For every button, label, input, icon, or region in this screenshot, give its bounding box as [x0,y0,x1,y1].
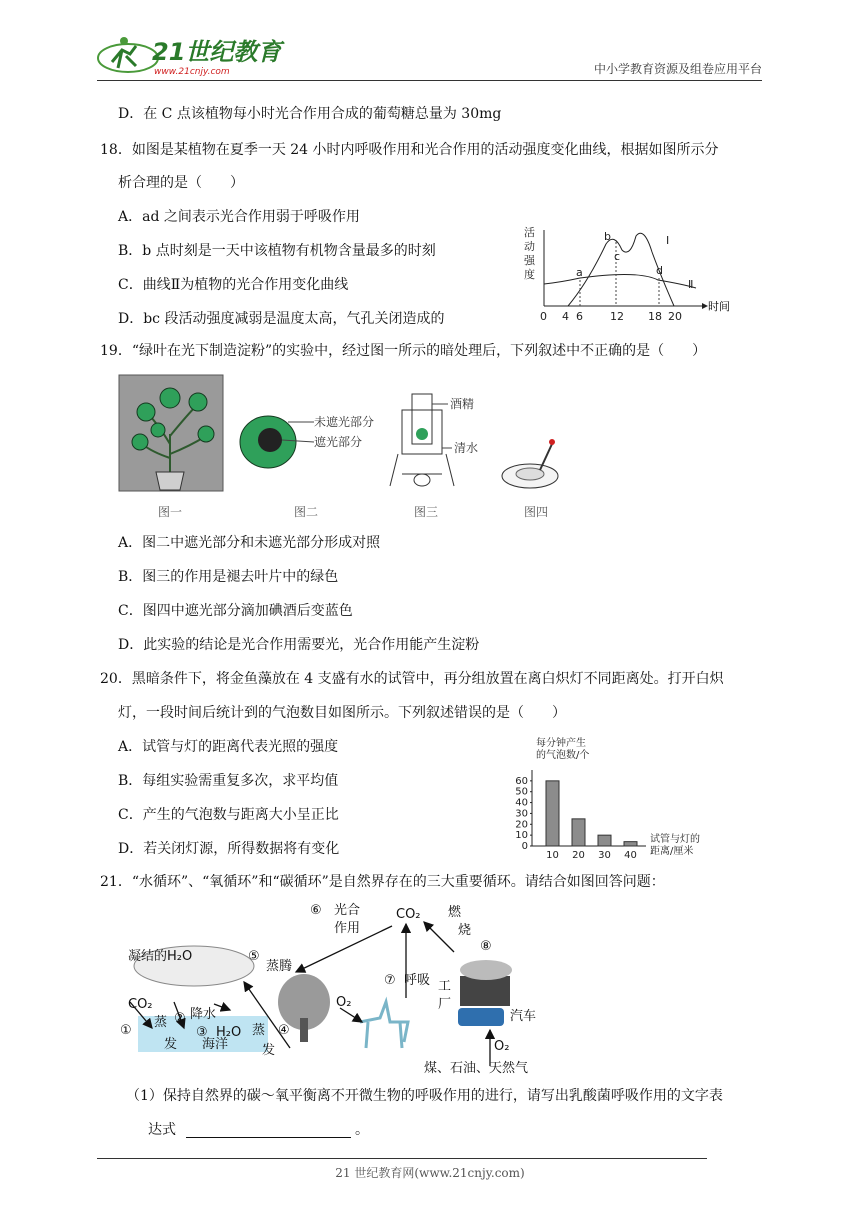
q20-option-b: B．每组实验需重复多次，求平均值 [118,773,339,789]
label-condensed: 凝结的H₂O [128,949,193,964]
q18-ylabel-2: 动 [524,240,535,253]
q20-ytick-10: 10 [515,830,528,842]
q20-option-a: A．试管与灯的距离代表光照的强度 [118,739,339,755]
q20-xtick-40: 40 [624,850,637,861]
circle-4: ④ [278,1023,290,1038]
header-logo [96,32,282,78]
label-photo2: 作用 [334,921,361,936]
label-car: 汽车 [510,1009,537,1024]
q21-sub1-line1: （1）保持自然界的碳～氧平衡离不开微生物的呼吸作用的进行，请写出乳酸菌呼吸作用的文字表 [126,1088,723,1104]
q18-stem-2: 析合理的是（ ） [118,175,244,191]
q21-sub1-line2 [148,1120,369,1140]
footer-text: 21 世纪教育网(www.21cnjy.com) [335,1166,525,1180]
q20-xlabel-1: 试管与灯的 [650,834,700,845]
fig3-label-water: 清水 [454,441,479,455]
q18-point-d: d [656,264,663,277]
fig3-stand-icon [390,454,454,486]
label-burn2: 烧 [458,923,472,938]
q18-tick-20: 20 [668,310,682,323]
q20-bubble-chart [508,734,708,862]
q20-ytick-30: 30 [515,808,528,820]
q20-option-d: D．若关闭灯源，所得数据将有变化 [118,841,340,857]
label-factory2: 厂 [438,997,452,1012]
q18-tick-12: 12 [610,310,624,323]
caption-fig2: 图二 [294,505,319,519]
label-burn1: 燃 [448,905,462,920]
label-fuels: 煤、石油、天然气 [424,1061,529,1076]
q21-sub1-suffix: 。 [355,1122,369,1138]
q18-point-b: b [604,230,611,243]
q20-xtick-30: 30 [598,850,611,861]
circle-5: ⑤ [248,949,260,964]
deer-icon [360,1002,408,1048]
header-right-text: 中小学教育资源及组卷应用平台 [593,62,762,76]
q18-xlabel: 时间 [708,300,730,313]
q18-tick-18: 18 [648,310,662,323]
label-evap4: 发 [262,1043,276,1058]
fig3-lamp-icon [414,474,430,486]
q18-point-a: a [576,266,583,279]
q20-ytick-60: 60 [515,775,528,787]
answer-blank[interactable] [186,1123,351,1138]
q20-xlabel-2: 距离/厘米 [650,846,694,857]
circle-2: ② [174,1011,186,1026]
circle-1: ① [120,1023,132,1038]
q19-option-a: A．图二中遮光部分和未遮光部分形成对照 [118,535,381,551]
label-h2o: H₂O [216,1025,242,1040]
footer-divider [97,1158,707,1159]
q20-ylabel-1: 每分钟产生 [536,738,586,749]
q18-curve-2 [544,274,696,288]
q20-bar-40 [624,842,637,846]
q18-point-c: c [614,250,621,263]
q18-curve1-label: Ⅰ [666,234,670,247]
q18-option-a: A．ad 之间表示光合作用弱于呼吸作用 [118,209,360,225]
q20-ylabel-2: 的气泡数/个 [536,750,590,761]
label-co2-top: CO₂ [396,907,421,922]
label-o2-mid: O₂ [336,995,352,1010]
q20-stem-1: 20．黑暗条件下，将金鱼藻放在 4 支盛有水的试管中，再分组放置在离白炽灯不同距离处。打开白炽 [100,671,724,687]
circle-8: ⑧ [480,939,492,954]
label-photo: 光合 [334,903,361,918]
fig1-pot-icon [156,472,184,490]
q19-figures [118,374,578,524]
q19-stem: 19．“绿叶在光下制造淀粉”的实验中，经过图一所示的暗处理后，下列叙述中不正确的是（ ） [100,343,707,359]
caption-fig4: 图四 [524,505,549,519]
q18-tick-6: 6 [576,310,583,323]
label-co2-left: CO₂ [128,997,153,1012]
q20-option-c: C．产生的气泡数与距离大小呈正比 [118,807,339,823]
label-evap3: 蒸 [252,1023,266,1038]
label-ocean: 海洋 [202,1037,229,1052]
q20-bar-10 [546,781,559,846]
q18-tick-0: 0 [540,310,547,323]
q18-option-b: B．b 点时刻是一天中该植物有机物含量最多的时刻 [118,243,436,259]
fig2-label-unshaded: 未遮光部分 [314,415,375,429]
q18-ylabel-3: 强 [524,254,535,267]
q21-stem: 21．“水循环”、“氧循环”和“碳循环”是自然界存在的三大重要循环。请结合如图回答问题： [100,874,665,890]
runner-logo-icon [96,32,282,78]
fig3-label-alcohol: 酒精 [450,397,475,411]
fig2-label-shaded: 遮光部分 [314,435,363,449]
label-factory1: 工 [438,979,452,994]
fig2-shade-icon [258,428,282,452]
q18-ylabel-4: 度 [524,268,535,281]
factory-icon [460,976,510,1006]
circle-3: ③ [196,1025,208,1040]
q20-xtick-10: 10 [546,850,559,861]
q18-curve2-label: Ⅱ [688,278,694,291]
q20-ytick-20: 20 [515,819,528,831]
label-transp: 蒸腾 [266,959,293,974]
q21-sub1-prefix: 达式 [148,1122,176,1138]
label-rain: 降水 [190,1007,217,1022]
caption-fig1: 图一 [158,505,183,519]
q20-bar-30 [598,835,611,846]
header-divider [97,80,762,81]
logo-url: www.21cnjy.com [154,67,230,77]
label-evap1: 蒸 [154,1015,168,1030]
q20-stem-2: 灯，一段时间后统计到的气泡数目如图所示。下列叙述错误的是（ ） [118,705,566,721]
q20-ytick-50: 50 [515,786,528,798]
q18-activity-chart [518,222,738,330]
q18-stem-1: 18．如图是某植物在夏季一天 24 小时内呼吸作用和光合作用的活动强度变化曲线，根据如图所示分 [100,142,719,158]
caption-fig3: 图三 [414,505,439,519]
q20-bar-20 [572,819,585,846]
q21-cycle-diagram [114,898,554,1078]
logo-text: 21世纪教育 [152,38,282,66]
label-evap2: 发 [164,1037,178,1052]
car-icon [458,1008,504,1026]
q19-option-d: D．此实验的结论是光合作用需要光，光合作用能产生淀粉 [118,637,480,653]
label-o2-bottom: O₂ [494,1039,510,1054]
circle-7: ⑦ [384,973,396,988]
q20-xtick-20: 20 [572,850,585,861]
q18-tick-4: 4 [562,310,569,323]
q18-option-c: C．曲线Ⅱ为植物的光合作用变化曲线 [118,277,349,293]
q17-option-d: D．在 C 点该植物每小时光合作用合成的葡萄糖总量为 30mg [118,106,502,122]
label-resp: 呼吸 [404,973,431,988]
q18-option-d: D．bc 段活动强度减弱是温度太高，气孔关闭造成的 [118,311,445,327]
q18-ylabel-1: 活 [524,226,535,239]
q20-ytick-0: 0 [521,841,528,852]
q20-ytick-40: 40 [515,797,528,809]
q19-option-b: B．图三的作用是褪去叶片中的绿色 [118,569,339,585]
circle-6: ⑥ [310,903,322,918]
q19-option-c: C．图四中遮光部分滴加碘酒后变蓝色 [118,603,353,619]
